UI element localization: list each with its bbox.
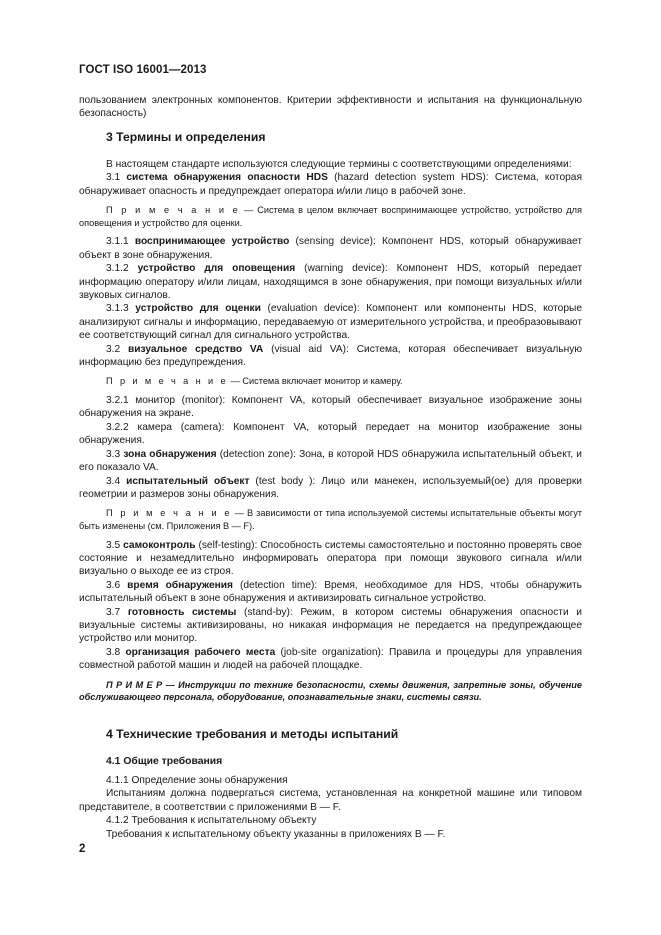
term-name: зона обнаружения — [123, 448, 217, 460]
note-1: П р и м е ч а н и е — Система в целом включает воспринимающее устройство, устройство для оповещения и устройство для оценки. — [79, 205, 583, 228]
section-3-body — [79, 158, 582, 704]
term-name: воспринимающее устройство — [134, 236, 290, 248]
section-4-heading: 4 Технические требования и методы испытаний — [106, 727, 399, 741]
term-3-2: 3.2 визуальное средство VA (visual aid VA): Система, которая обеспечивает визуальную информацию без предупреждения. — [79, 343, 582, 369]
term-name: готовность системы — [127, 606, 237, 618]
intro-paragraph — [79, 94, 582, 121]
term-3-1-2: 3.1.2 устройство для оповещения (warning device): Компонент HDS, который передает информацию оператору и/или лицам, находящимся в зоне обнаружения, при помощи визуальных и/или звуковых сигналов. — [79, 263, 582, 302]
term-name: устройство для оценки — [135, 303, 261, 315]
term-3-3: 3.3 зона обнаружения (detection zone): Зона, в которой HDS обнаружила испытательный объект, и его показало VA. — [79, 448, 582, 474]
term-3-1-1: 3.1.1 воспринимающее устройство (sensing device): Компонент HDS, который обнаруживает объект в зоне обнаружения. — [79, 236, 582, 261]
section-4-body — [79, 774, 582, 841]
term-3-5: 3.5 самоконтроль (self-testing): Способность системы самостоятельно и постоянно проверять свое состояние и незамедлительно информировать оператора при помощи звукового сигнала и/или визуально о выходе ее из строя. — [79, 539, 582, 578]
section-3-heading: 3 Термины и определения — [106, 130, 266, 144]
term-3-1-3: 3.1.3 устройство для оценки (evaluation device): Компонент или компоненты HDS, которые анализируют сигналы и информацию, передаваемую от измерительного устройства, и преобразовывают ее соответствующий сигнал для сигнального устройства. — [79, 303, 582, 342]
note-3: П р и м е ч а н и е — В зависимости от типа используемой системы испытательные объекты могут быть изменены (см. Приложения В — F). — [79, 508, 583, 531]
example: П Р И М Е Р — Инструкции по технике безопасности, схемы движения, запретные зоны, обучение обслуживающего персонала, оборудование, опознавательные знаки, системы связи. — [79, 679, 582, 703]
note-label: П р и м е ч а н и е — [106, 376, 229, 387]
document-header: ГОСТ ISO 16001—2013 — [79, 64, 207, 76]
clause-4-1-1-title: 4.1.1 Определение зоны обнаружения — [106, 775, 288, 786]
note-2: П р и м е ч а н и е — Система включает монитор и камеру. — [106, 376, 403, 387]
clause-4-1-1-text: Испытаниям должна подвергаться система, установленная на конкретной машине или типовом представителе, в соответствии с приложениями В — F. — [79, 788, 582, 813]
section-3-lead: В настоящем стандарте используются следующие термины с соответствующими определениями: — [106, 159, 572, 170]
term-name: устройство для оповещения — [137, 263, 296, 275]
term-3-4: 3.4 испытательный объект (test body ): Лицо или манекен, используемый(ое) для проверки геометрии и размеров зоны обнаружения. — [79, 475, 582, 500]
term-name: организация рабочего места — [125, 646, 276, 658]
term-3-8: 3.8 организация рабочего места (job-site organization): Правила и процедуры для управления совместной работой машин и людей на рабочей площадке. — [79, 646, 582, 672]
term-name: самоконтроль — [123, 539, 196, 551]
note-label: П р и м е ч а н и е — [106, 205, 241, 216]
clause-4-1-2-title: 4.1.2 Требования к испытательному объекту — [106, 815, 317, 827]
clause-4-1-2-text: Требования к испытательному объекту указанны в приложениях В — F. — [106, 828, 446, 840]
term-name: испытательный объект — [126, 475, 250, 487]
term-name: монитор — [135, 395, 176, 407]
term-name: время обнаружения — [127, 579, 233, 591]
term-name: визуальное средство VA — [128, 343, 264, 355]
term-name: камера — [137, 421, 172, 433]
page-number: 2 — [79, 843, 86, 855]
example-label: П Р И М Е Р — [106, 679, 163, 690]
term-3-2-2: 3.2.2 камера (camera): Компонент VA, который передает на монитор изображение зоны обнаружения. — [79, 421, 582, 447]
term-3-2-1: 3.2.1 монитор (monitor): Компонент VA, который обеспечивает визуальное изображение зоны обнаружения на экране. — [79, 395, 582, 420]
note-label: П р и м е ч а н и е — [106, 508, 232, 519]
intro-text: пользованием электронных компонентов. Критерии эффективности и испытания на функциональную безопасность) — [79, 95, 582, 120]
term-3-7: 3.7 готовность системы (stand-by): Режим, в котором системы обнаружения опасности и визуальные системы активизированы, но никакая информация не передается на предупреждающее устройство или монитор. — [79, 606, 582, 645]
term-3-1: 3.1 система обнаружения опасности HDS (hazard detection system HDS): Система, которая обнаруживает опасность и предупреждает оператора и/или лицо в рабочей зоне. — [79, 172, 582, 197]
term-3-6: 3.6 время обнаружения (detection time): Время, необходимое для HDS, чтобы обнаружить испытательный объект в зоне обнаружения и активизировать сигнальное устройство. — [79, 579, 582, 605]
subsection-4-1-heading: 4.1 Общие требования — [106, 756, 223, 767]
term-name: система обнаружения опасности HDS — [126, 172, 328, 184]
